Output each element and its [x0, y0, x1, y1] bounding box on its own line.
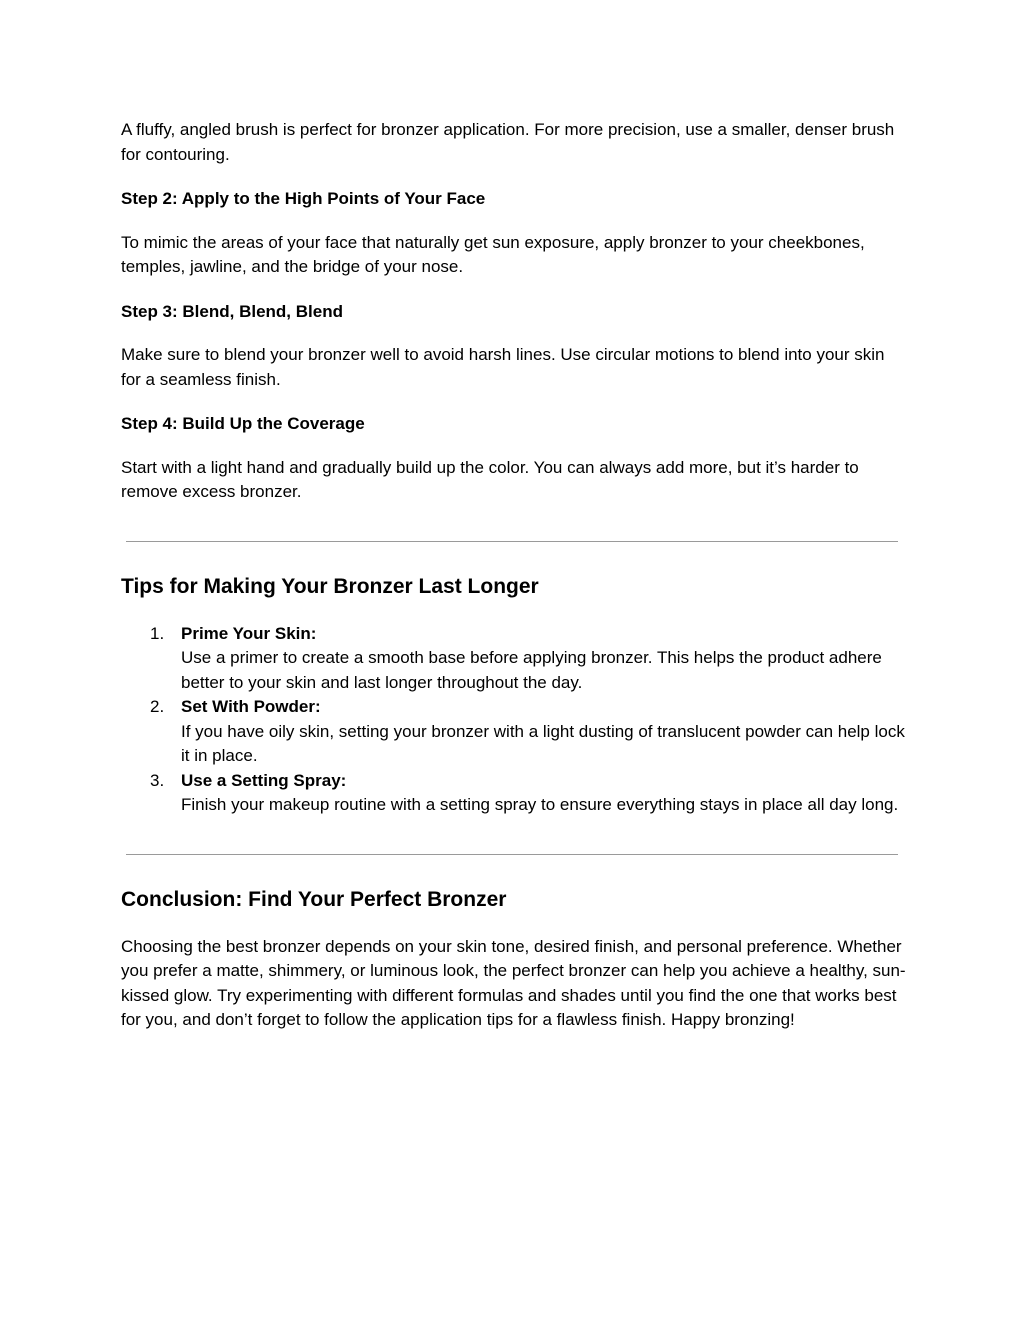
tip-item [121, 622, 906, 696]
step-4-text: Start with a light hand and gradually build up the color. You can always add more, but it’s harder to remove excess bronzer. [121, 457, 859, 501]
step-3-heading: Step 3: Blend, Blend, Blend [121, 301, 343, 321]
tip-title: Set With Powder: [181, 697, 321, 716]
tip-text: If you have oily skin, setting your bronzer with a light dusting of translucent powder can help lock it in place. [181, 721, 905, 765]
document-page [121, 118, 906, 1033]
step-4-heading: Step 4: Build Up the Coverage [121, 414, 365, 433]
tips-list [121, 622, 906, 818]
conclusion-paragraph: Choosing the best bronzer depends on your skin tone, desired finish, and personal preference. Whether you prefer a matte, shimmery, or luminous look, the perfect bronzer can help you achieve a healthy, sun-kissed glow. Try experimenting with different formulas and shades until you find the one that works best for you, and don’t forget to follow the application tips for a flawless finish. Happy bronzing! [121, 936, 906, 1029]
tips-section-title: Tips for Making Your Bronzer Last Longer [121, 574, 539, 598]
step-3-text: Make sure to blend your bronzer well to avoid harsh lines. Use circular motions to blend into your skin for a seamless finish. [121, 345, 885, 389]
intro-paragraph: A fluffy, angled brush is perfect for bronzer application. For more precision, use a smaller, denser brush for contouring. [121, 120, 895, 164]
tip-item [121, 695, 906, 769]
tip-number: 1. [150, 623, 165, 643]
conclusion-section-title: Conclusion: Find Your Perfect Bronzer [121, 887, 507, 911]
section-divider [126, 854, 898, 855]
tip-text: Use a primer to create a smooth base before applying bronzer. This helps the product adhere better to your skin and last longer throughout the day. [181, 648, 882, 692]
tip-title: Use a Setting Spray: [181, 770, 347, 790]
tip-title: Prime Your Skin: [181, 623, 317, 643]
step-2-text: To mimic the areas of your face that naturally get sun exposure, apply bronzer to your cheekbones, temples, jawline, and the bridge of your nose. [121, 232, 865, 276]
tip-number: 2. [150, 697, 165, 716]
section-divider [126, 541, 898, 542]
tip-text: Finish your makeup routine with a setting spray to ensure everything stays in place all day long. [181, 795, 899, 814]
tip-item [121, 769, 906, 818]
step-2-heading: Step 2: Apply to the High Points of Your Face [121, 189, 486, 208]
tip-number: 3. [150, 770, 165, 790]
